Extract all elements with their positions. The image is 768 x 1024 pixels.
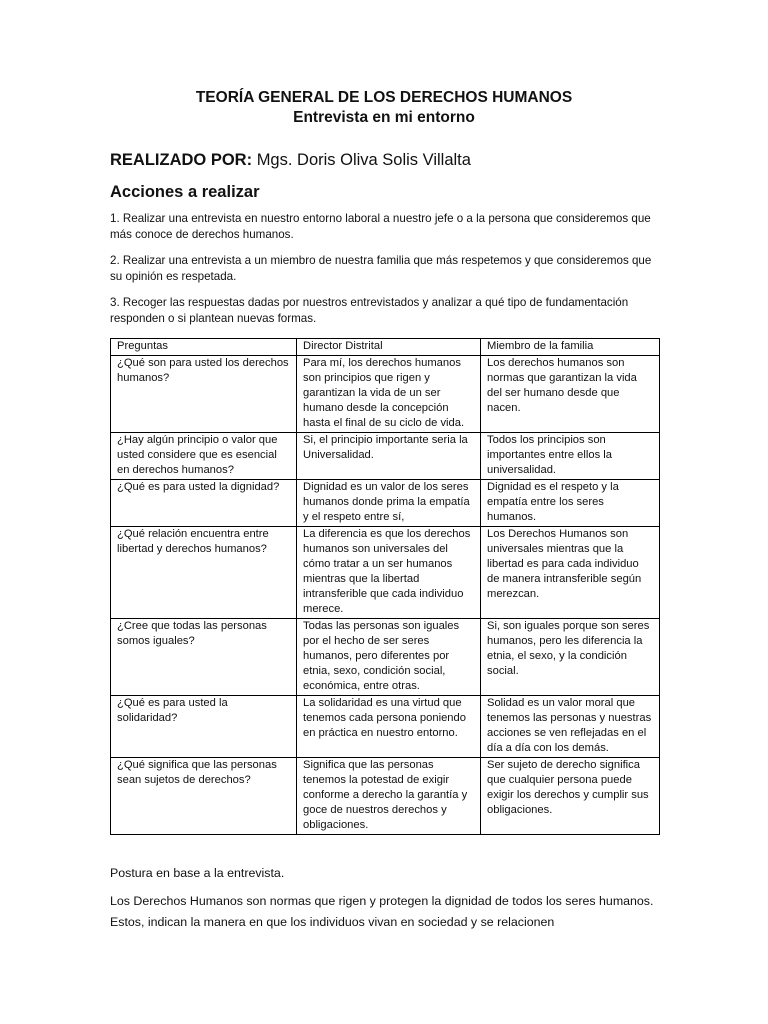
author-line: [110, 149, 471, 171]
table-row: [111, 356, 660, 433]
author-name: Mgs. Doris Oliva Solis Villalta: [256, 151, 471, 169]
question-cell: ¿Qué significa que las personas sean sujetos de derechos?: [111, 758, 297, 835]
conclusion-paragraph: Los Derechos Humanos son normas que rigen y protegen la dignidad de todos los seres humanos. Estos, indican la manera en que los individuos vivan en sociedad y se relacionen: [110, 894, 654, 929]
question-cell: ¿Qué es para usted la solidaridad?: [111, 696, 297, 758]
family-answer-cell: Todos los principios son importantes entre ellos la universalidad.: [481, 433, 660, 480]
table-row: [111, 758, 660, 835]
family-answer-cell: Dignidad es el respeto y la empatía entre los seres humanos.: [481, 480, 660, 527]
table-row: [111, 619, 660, 696]
table-row: [111, 480, 660, 527]
director-answer-cell: Dignidad es un valor de los seres humanos donde prima la empatía y el respeto entre sí,: [297, 480, 481, 527]
question-cell: ¿Hay algún principio o valor que usted considere que es esencial en derechos humanos?: [111, 433, 297, 480]
director-answer-cell: Si, el principio importante seria la Universalidad.: [297, 433, 481, 480]
action-item-2: 2. Realizar una entrevista a un miembro de nuestra familia que más respetemos y que consideremos que su opinión es respetada.: [110, 254, 652, 283]
table-row: [111, 433, 660, 480]
section-heading: Acciones a realizar: [110, 183, 260, 201]
director-answer-cell: Para mí, los derechos humanos son principios que rigen y garantizan la vida de un ser humano desde la concepción hasta el final de su ciclo de vida.: [297, 356, 481, 433]
family-answer-cell: Ser sujeto de derecho significa que cualquier persona puede exigir los derechos y cumplir sus obligaciones.: [481, 758, 660, 835]
interview-table: [110, 338, 660, 835]
table-row: [111, 527, 660, 619]
author-label: REALIZADO POR:: [110, 151, 253, 169]
question-cell: ¿Qué es para usted la dignidad?: [111, 480, 297, 527]
column-header-family: Miembro de la familia: [481, 339, 660, 356]
director-answer-cell: La diferencia es que los derechos humanos son universales del cómo tratar a un ser humanos mientras que la libertad intransferible que cada individuo merece.: [297, 527, 481, 619]
document-subtitle: Entrevista en mi entorno: [293, 109, 475, 126]
director-answer-cell: Significa que las personas tenemos la potestad de exigir conforme a derecho la garantía y goce de nuestros derechos y obligaciones.: [297, 758, 481, 835]
family-answer-cell: Si, son iguales porque son seres humanos, pero les diferencia la etnia, el sexo, y la condición social.: [481, 619, 660, 696]
action-item-3: 3. Recoger las respuestas dadas por nuestros entrevistados y analizar a qué tipo de fundamentación responden o si plantean nuevas formas.: [110, 296, 629, 325]
family-answer-cell: Los Derechos Humanos son universales mientras que la libertad es para cada individuo de manera intransferible según merezcan.: [481, 527, 660, 619]
director-answer-cell: Todas las personas son iguales por el hecho de ser seres humanos, pero diferentes por etnia, sexo, condición social, económica, entre otras.: [297, 619, 481, 696]
director-answer-cell: La solidaridad es una virtud que tenemos cada persona poniendo en práctica en nuestro entorno.: [297, 696, 481, 758]
document-title: TEORÍA GENERAL DE LOS DERECHOS HUMANOS: [195, 89, 573, 106]
table-row: [111, 696, 660, 758]
action-item-1: 1. Realizar una entrevista en nuestro entorno laboral a nuestro jefe o a la persona que consideremos que más conoce de derechos humanos.: [110, 212, 651, 241]
question-cell: ¿Cree que todas las personas somos iguales?: [111, 619, 297, 696]
column-header-questions: Preguntas: [111, 339, 297, 356]
family-answer-cell: Solidad es un valor moral que tenemos las personas y nuestras acciones se ven reflejadas en el día a día con los demás.: [481, 696, 660, 758]
conclusion-intro: Postura en base a la entrevista.: [110, 866, 285, 880]
table-header-row: [111, 339, 660, 356]
family-answer-cell: Los derechos humanos son normas que garantizan la vida del ser humano desde que nacen.: [481, 356, 660, 433]
question-cell: ¿Qué son para usted los derechos humanos?: [111, 356, 297, 433]
column-header-director: Director Distrital: [297, 339, 481, 356]
question-cell: ¿Qué relación encuentra entre libertad y derechos humanos?: [111, 527, 297, 619]
